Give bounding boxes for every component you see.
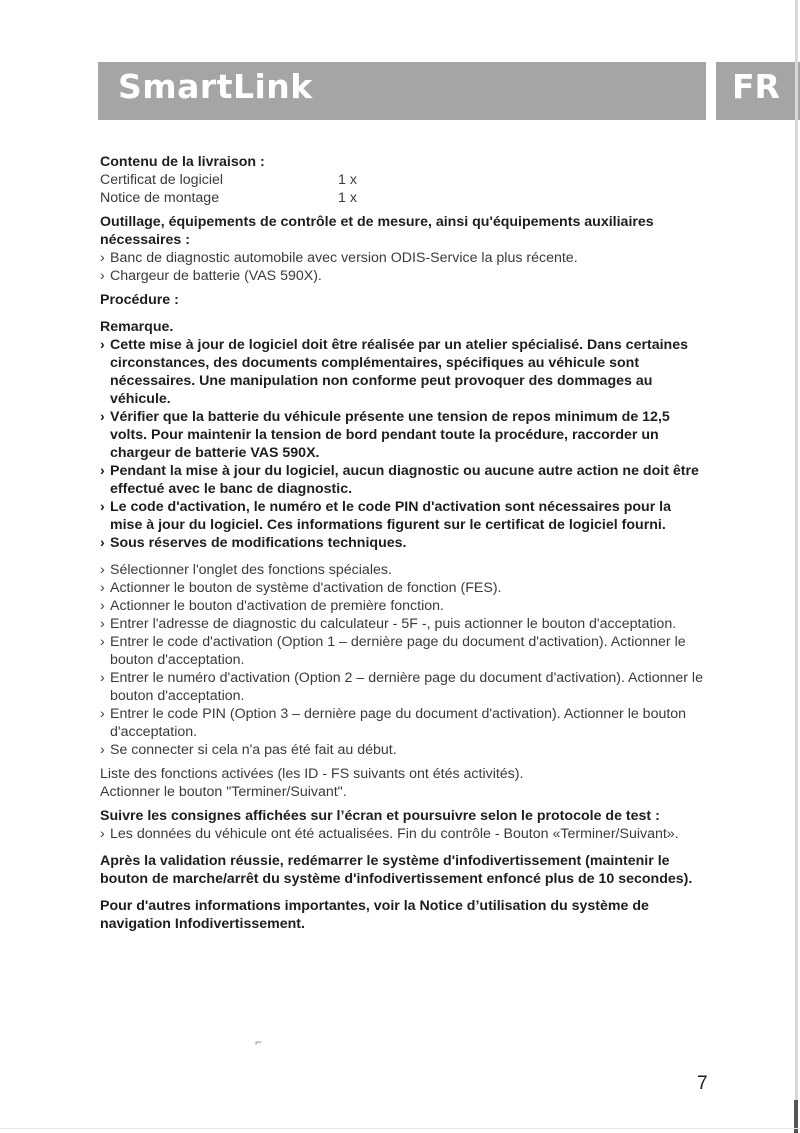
step-item: › Se connecter si cela n'a pas été fait au début. bbox=[100, 741, 705, 759]
step-item: › Entrer le numéro d'activation (Option 2 – dernière page du document d'activation). Actionner le bouton d'acceptation. bbox=[100, 669, 705, 705]
delivery-item-qty: 1 x bbox=[338, 190, 357, 206]
follow-item: › Les données du véhicule ont été actualisées. Fin du contrôle - Bouton «Terminer/Suivant». bbox=[100, 825, 705, 843]
language-tab bbox=[716, 62, 800, 120]
step-item: › Entrer le code PIN (Option 3 – dernière page du document d'activation). Actionner le bouton d'acceptation. bbox=[100, 705, 705, 741]
document-body bbox=[100, 153, 705, 933]
steps-list bbox=[100, 561, 705, 759]
tools-item: › Banc de diagnostic automobile avec version ODIS-Service la plus récente. bbox=[100, 249, 705, 267]
delivery-item-qty: 1 x bbox=[338, 172, 357, 188]
tools-item: › Chargeur de batterie (VAS 590X). bbox=[100, 267, 705, 285]
document-title: SmartLink bbox=[118, 67, 313, 106]
follow-heading: Suivre les consignes affichées sur l’écran et poursuivre selon le protocole de test : bbox=[100, 808, 660, 824]
remark-item: › Vérifier que la batterie du véhicule présente une tension de repos minimum de 12,5 volts. Pour maintenir la tension de bord pendant toute la procédure, raccorder un chargeur de batterie VAS 590X. bbox=[100, 408, 705, 462]
remark-item: › Sous réserves de modifications techniques. bbox=[100, 534, 705, 552]
step-item: › Sélectionner l'onglet des fonctions spéciales. bbox=[100, 561, 705, 579]
step-item: › Entrer l'adresse de diagnostic du calculateur - 5F -, puis actionner le bouton d'acceptation. bbox=[100, 615, 705, 633]
delivery-item bbox=[100, 171, 705, 189]
remark-item: › Pendant la mise à jour du logiciel, aucun diagnostic ou aucune autre action ne doit être effectué avec le banc de diagnostic. bbox=[100, 462, 705, 498]
delivery-item-name: Certificat de logiciel bbox=[100, 172, 224, 188]
restart-instruction: Après la validation réussie, redémarrer le système d'infodivertissement (maintenir le bouton de marche/arrêt du système d'infodivertissement enfoncé plus de 10 secondes). bbox=[100, 853, 693, 887]
delivery-item bbox=[100, 189, 705, 207]
header-banner bbox=[98, 62, 706, 120]
language-code: FR bbox=[732, 67, 780, 106]
page-number: 7 bbox=[697, 1073, 708, 1094]
delivery-heading: Contenu de la livraison : bbox=[100, 154, 265, 170]
tools-heading: Outillage, équipements de contrôle et de mesure, ainsi qu'équipements auxiliaires nécessaires : bbox=[100, 214, 654, 248]
scan-edge bbox=[0, 1128, 800, 1129]
step-item: › Actionner le bouton d'activation de première fonction. bbox=[100, 597, 705, 615]
step-item: › Entrer le code d'activation (Option 1 – dernière page du document d'activation). Actionner le bouton d'acceptation. bbox=[100, 633, 705, 669]
stray-mark: ⌐ bbox=[255, 1035, 263, 1049]
terminate-instruction: Actionner le bouton "Terminer/Suivant". bbox=[100, 784, 347, 800]
scan-edge bbox=[795, 0, 798, 1133]
remark-item: › Le code d'activation, le numéro et le code PIN d'activation sont nécessaires pour la mise à jour du logiciel. Ces informations figurent sur le certificat de logiciel fourni. bbox=[100, 498, 705, 534]
remark-heading: Remarque. bbox=[100, 319, 174, 335]
more-info-text: Pour d'autres informations importantes, voir la Notice d’utilisation du système de navigation Infodivertissement. bbox=[100, 898, 649, 932]
activated-functions-text: Liste des fonctions activées (les ID - FS suivants ont étés activités). bbox=[100, 766, 524, 782]
step-item: › Actionner le bouton de système d'activation de fonction (FES). bbox=[100, 579, 705, 597]
delivery-item-name: Notice de montage bbox=[100, 190, 220, 206]
remark-item: › Cette mise à jour de logiciel doit être réalisée par un atelier spécialisé. Dans certaines circonstances, des documents complémentaires, spécifiques au véhicule sont nécessaires. Une manipulation non conforme peut provoquer des dommages au véhicule. bbox=[100, 336, 705, 408]
procedure-heading: Procédure : bbox=[100, 292, 179, 308]
